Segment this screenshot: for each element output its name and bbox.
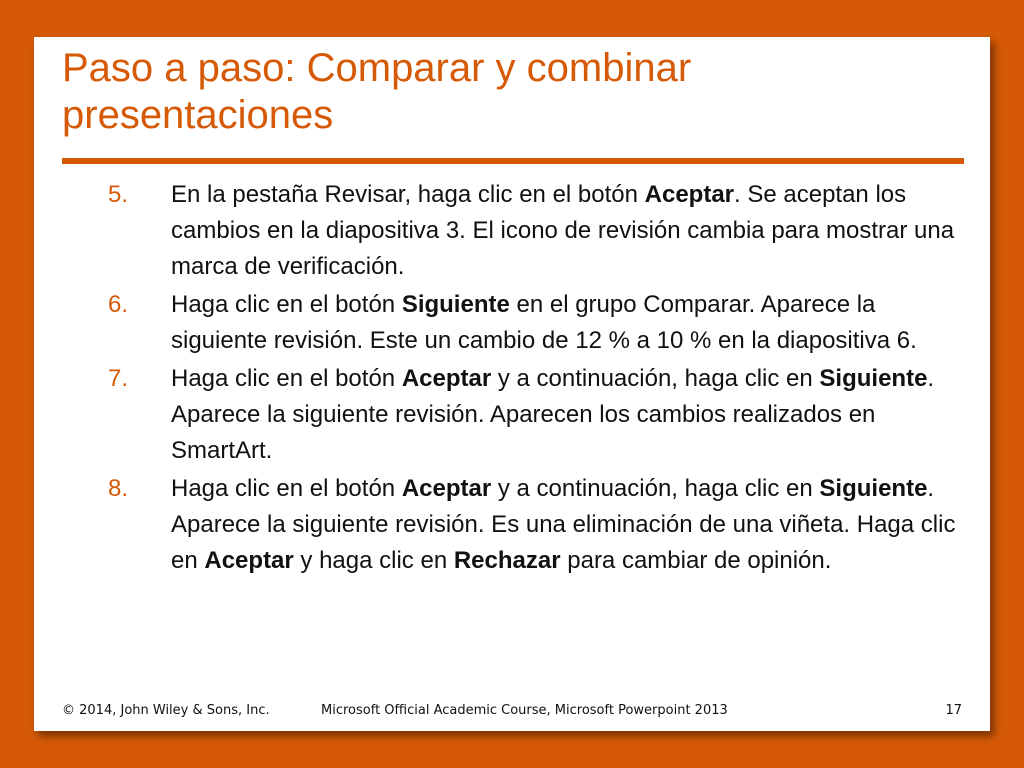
- step-number: 6.: [108, 291, 129, 318]
- steps-list: [108, 177, 968, 581]
- step-item: [108, 361, 968, 469]
- step-text-segment: y a continuación, haga clic en: [491, 475, 820, 502]
- button-name-siguiente: Siguiente: [401, 291, 510, 318]
- button-name-siguiente: Siguiente: [819, 475, 928, 502]
- step-text-segment: Haga clic en el botón: [171, 365, 402, 392]
- button-name-aceptar: Aceptar: [204, 547, 294, 574]
- button-name-rechazar: Rechazar: [453, 547, 561, 574]
- step-text-segment: Haga clic en el botón: [171, 291, 402, 318]
- step-text: [171, 471, 968, 579]
- slide-title: Paso a paso: Comparar y combinar presentaciones: [62, 46, 692, 137]
- step-item: [108, 177, 968, 285]
- step-text-segment: en el grupo Comparar. Aparece la siguiente revisión. Este un cambio de 12 % a 10 % en la diapositiva 6.: [171, 291, 917, 354]
- button-name-aceptar: Aceptar: [644, 181, 735, 208]
- step-item: [108, 287, 968, 359]
- step-number: 8.: [108, 475, 129, 502]
- step-text-segment: Haga clic en el botón: [171, 475, 402, 502]
- step-text-segment: para cambiar de opinión.: [560, 547, 832, 574]
- step-text-segment: . Se aceptan los cambios en la diapositiva 3. El icono de revisión cambia para mostrar una marca de verificación.: [171, 181, 955, 280]
- step-text: [171, 361, 968, 469]
- step-item: [108, 471, 968, 579]
- step-text: [171, 177, 968, 285]
- step-text-segment: y haga clic en: [293, 547, 454, 574]
- page-number: 17: [945, 703, 962, 718]
- footer-copyright: © 2014, John Wiley & Sons, Inc.: [62, 703, 270, 718]
- step-text-segment: . Aparece la siguiente revisión. Es una eliminación de una viñeta. Haga clic en: [171, 475, 956, 574]
- slide: [34, 37, 990, 731]
- slide-footer: [34, 703, 990, 723]
- step-text-segment: . Aparece la siguiente revisión. Aparecen los cambios realizados en SmartArt.: [171, 365, 935, 464]
- step-number: 7.: [108, 365, 129, 392]
- button-name-aceptar: Aceptar: [401, 365, 492, 392]
- title-divider: [62, 158, 964, 164]
- step-text: [171, 287, 968, 359]
- footer-course-name: Microsoft Official Academic Course, Microsoft Powerpoint 2013: [321, 703, 728, 718]
- step-text-segment: En la pestaña Revisar, haga clic en el botón: [171, 181, 645, 208]
- button-name-siguiente: Siguiente: [819, 365, 928, 392]
- step-text-segment: y a continuación, haga clic en: [491, 365, 820, 392]
- step-number: 5.: [108, 181, 129, 208]
- button-name-aceptar: Aceptar: [401, 475, 492, 502]
